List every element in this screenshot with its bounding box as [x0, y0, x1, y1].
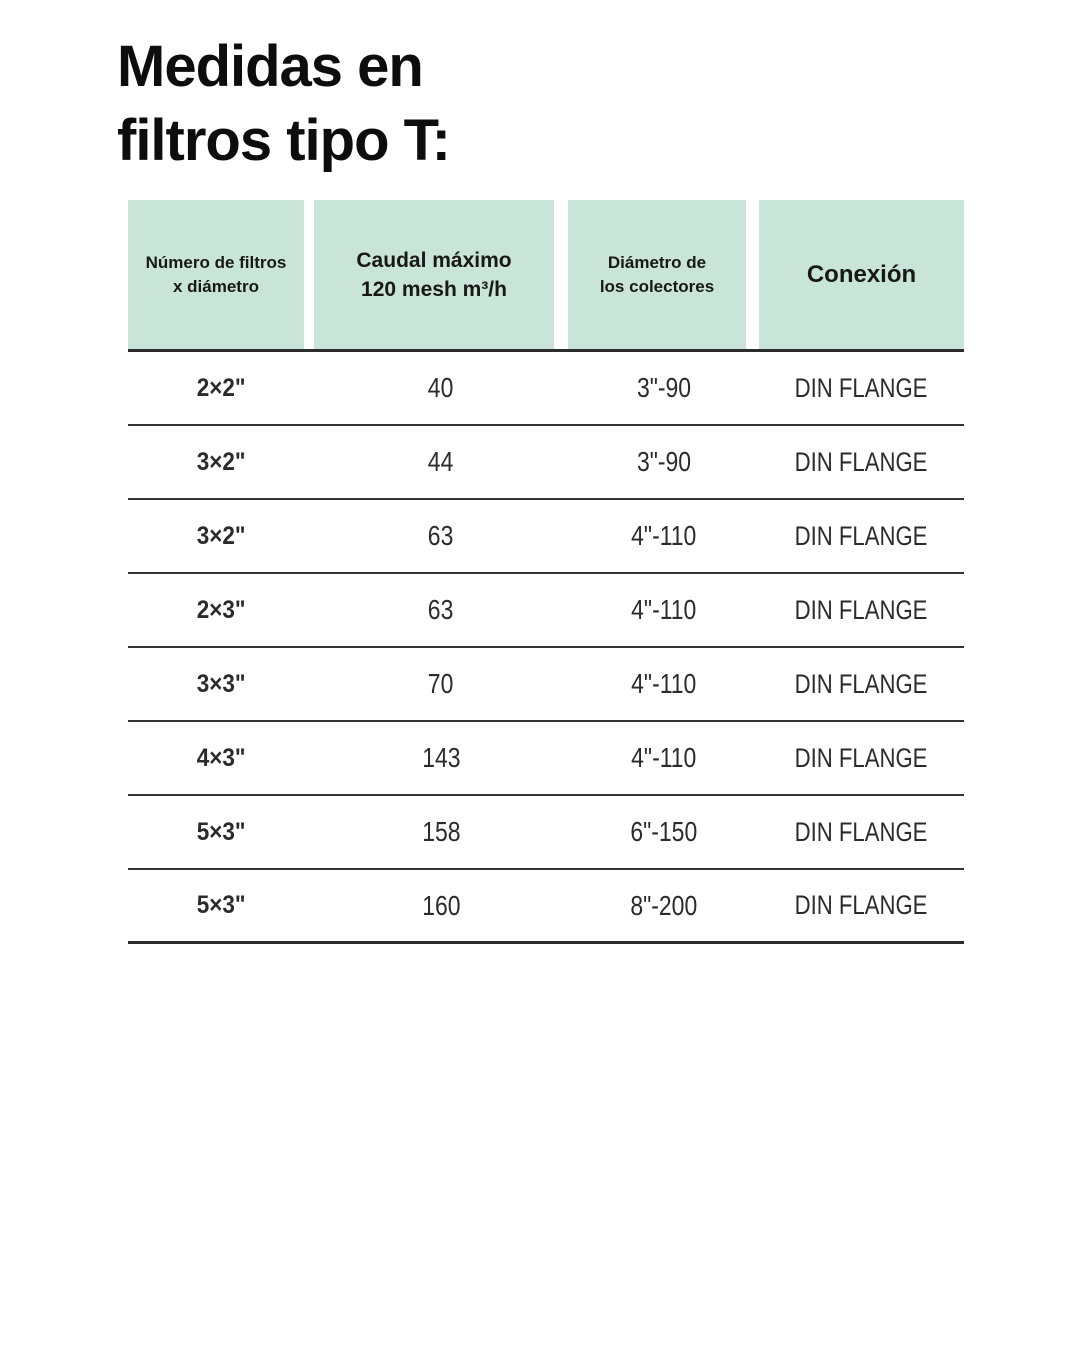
cell-connection: DIN FLANGE [795, 520, 928, 551]
table-header-row [128, 200, 964, 352]
cell-filters: 3×2" [196, 447, 246, 476]
table-row [128, 426, 964, 500]
header-connection [759, 200, 964, 349]
cell-filters: 2×2" [196, 373, 246, 402]
cell-collector: 8"-200 [630, 889, 697, 921]
header-max-flow [314, 200, 554, 349]
table-row [128, 574, 964, 648]
cell-collector: 4"-110 [630, 742, 697, 773]
cell-connection: DIN FLANGE [795, 742, 928, 773]
cell-flow: 143 [421, 742, 461, 773]
cell-collector: 3"-90 [636, 372, 691, 403]
header-filters-line2: x diámetro [173, 276, 259, 296]
cell-filters: 2×3" [196, 595, 246, 624]
header-filters-diameter [128, 200, 304, 349]
table-row [128, 352, 964, 426]
header-collector-line2: los colectores [599, 276, 715, 296]
cell-collector: 4"-110 [630, 594, 697, 625]
cell-flow: 40 [428, 372, 454, 403]
table-row [128, 870, 964, 944]
cell-collector: 4"-110 [630, 668, 697, 699]
cell-connection: DIN FLANGE [795, 594, 928, 625]
page-title-line1: Medidas en [117, 34, 423, 99]
table-row [128, 648, 964, 722]
header-max-flow-line1: Caudal máximo [356, 248, 512, 272]
cell-flow: 44 [428, 446, 454, 477]
header-collector-line1: Diámetro de [607, 252, 707, 272]
cell-filters: 4×3" [196, 743, 246, 772]
cell-connection: DIN FLANGE [795, 446, 928, 477]
table-row [128, 500, 964, 574]
cell-filters: 3×2" [196, 521, 246, 550]
cell-flow: 63 [428, 520, 454, 551]
cell-connection: DIN FLANGE [795, 668, 928, 699]
header-connection-line1: Conexión [806, 260, 917, 288]
cell-flow: 160 [421, 889, 461, 921]
cell-collector: 6"-150 [630, 816, 697, 847]
table-row [128, 722, 964, 796]
table-row [128, 796, 964, 870]
cell-filters: 5×3" [196, 817, 246, 846]
filter-spec-table [128, 200, 964, 944]
page-title-line2: filtros tipo T: [117, 108, 450, 173]
cell-collector: 4"-110 [630, 520, 697, 551]
page-title [117, 30, 450, 178]
cell-flow: 158 [421, 816, 461, 847]
cell-connection: DIN FLANGE [795, 816, 928, 847]
cell-flow: 63 [428, 594, 454, 625]
header-max-flow-line2: 120 mesh m³/h [361, 277, 507, 301]
cell-connection: DIN FLANGE [795, 372, 928, 403]
cell-flow: 70 [428, 668, 454, 699]
header-filters-line1: Número de filtros [145, 252, 287, 272]
cell-filters: 5×3" [196, 891, 246, 919]
header-collector-diameter [568, 200, 746, 349]
cell-filters: 3×3" [196, 669, 246, 698]
cell-collector: 3"-90 [636, 446, 691, 477]
cell-connection: DIN FLANGE [795, 890, 928, 920]
